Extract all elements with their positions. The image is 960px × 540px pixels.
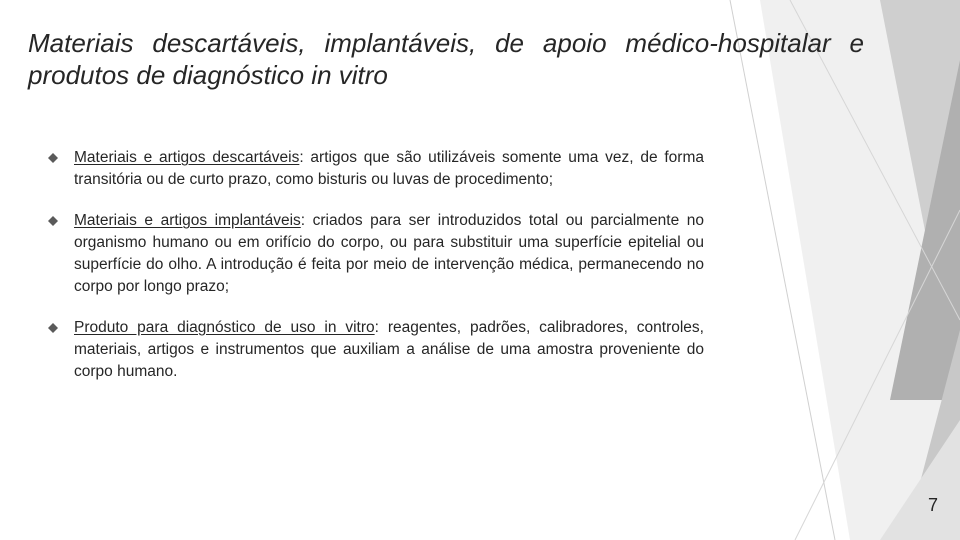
bullet-text: : criados para ser introduzidos total ou parcialmente no organismo humano ou em orifício do corpo, ou para substituir uma superfície epitelial ou superfície do olho. A introdução é feita por meio de intervenção médica, permanecendo no corpo por longo prazo; xyxy=(74,212,704,295)
diamond-bullet-icon xyxy=(48,153,58,163)
bullet-term: Produto para diagnóstico de uso in vitro xyxy=(74,319,375,336)
bullet-item-descartaveis xyxy=(48,147,704,191)
bullet-text: : reagentes, padrões, calibradores, controles, materiais, artigos e instrumentos que auxiliam a análise de uma amostra proveniente do corpo humano. xyxy=(74,319,704,380)
bullet-item-diagnostico xyxy=(48,317,704,383)
bullet-text: : artigos que são utilizáveis somente uma vez, de forma transitória ou de curto prazo, como bisturis ou luvas de procedimento; xyxy=(74,149,704,188)
page-number: 7 xyxy=(927,495,938,515)
bullet-term: Materiais e artigos descartáveis xyxy=(74,149,300,166)
bullet-term: Materiais e artigos implantáveis xyxy=(74,212,301,229)
bullet-item-implantaveis xyxy=(48,210,704,298)
diamond-bullet-icon xyxy=(48,323,58,333)
slide-title: Materiais descartáveis, implantáveis, de apoio médico-hospitalar e produtos de diagnóstico in vitro xyxy=(28,28,864,90)
diamond-bullet-icon xyxy=(48,216,58,226)
bullet-list xyxy=(48,147,704,402)
